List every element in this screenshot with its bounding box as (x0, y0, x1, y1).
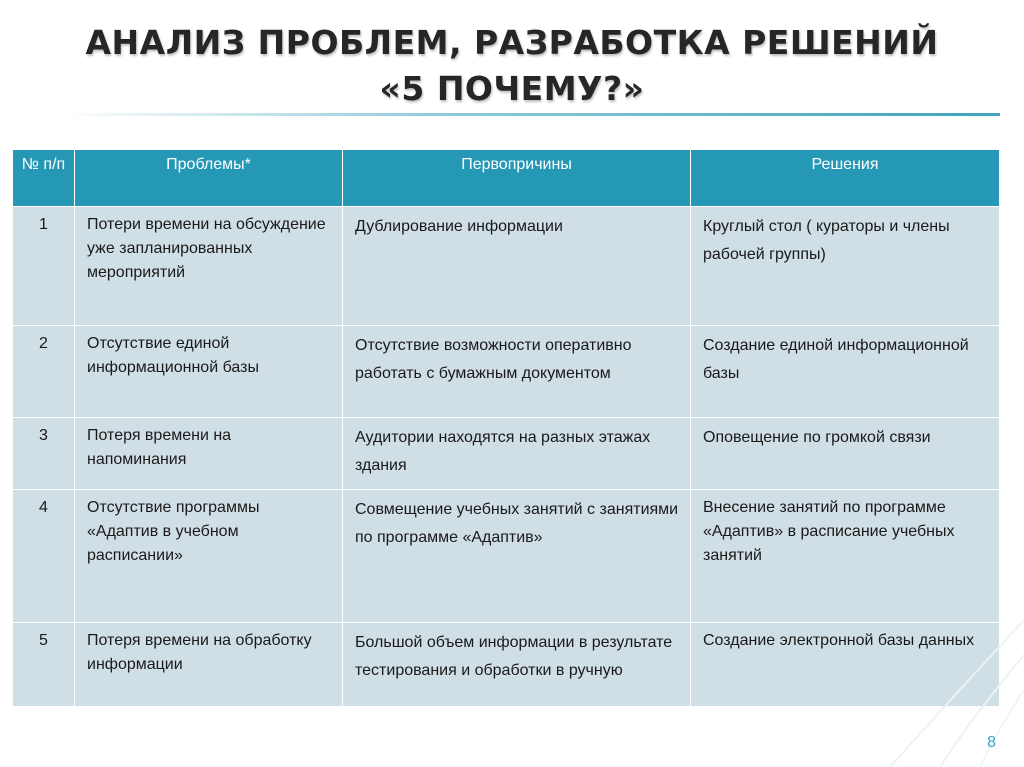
row-cause: Отсутствие возможности оперативно работать с бумажным документом (343, 326, 691, 418)
row-solution: Создание электронной базы данных (691, 623, 1000, 707)
row-solution: Внесение занятий по программе «Адаптив» в расписание учебных занятий (691, 490, 1000, 623)
slide-title-line-1: АНАЛИЗ ПРОБЛЕМ, РАЗРАБОТКА РЕШЕНИЙ (85, 23, 939, 62)
row-num: 5 (13, 623, 75, 707)
row-solution: Круглый стол ( кураторы и члены рабочей группы) (691, 207, 1000, 326)
table-row (13, 623, 1000, 707)
table-row (13, 490, 1000, 623)
row-num: 1 (13, 207, 75, 326)
row-problem: Отсутствие единой информационной базы (75, 326, 343, 418)
header-num: № п/п (13, 150, 75, 207)
row-cause: Совмещение учебных занятий с занятиями по программе «Адаптив» (343, 490, 691, 623)
slide-title (0, 20, 1024, 112)
row-problem: Потеря времени на напоминания (75, 418, 343, 490)
table-row (13, 418, 1000, 490)
header-causes: Первопричины (343, 150, 691, 207)
row-cause: Дублирование информации (343, 207, 691, 326)
row-num: 3 (13, 418, 75, 490)
row-problem: Потери времени на обсуждение уже запланированных мероприятий (75, 207, 343, 326)
row-num: 2 (13, 326, 75, 418)
title-divider (60, 113, 1000, 116)
row-solution: Оповещение по громкой связи (691, 418, 1000, 490)
table-header-row (13, 150, 1000, 207)
page-number: 8 (987, 734, 996, 751)
table-row (13, 207, 1000, 326)
row-cause: Большой объем информации в результате тестирования и обработки в ручную (343, 623, 691, 707)
row-cause: Аудитории находятся на разных этажах здания (343, 418, 691, 490)
header-problems: Проблемы* (75, 150, 343, 207)
header-solutions: Решения (691, 150, 1000, 207)
row-problem: Потеря времени на обработку информации (75, 623, 343, 707)
five-whys-table (12, 149, 1000, 707)
row-problem: Отсутствие программы «Адаптив в учебном расписании» (75, 490, 343, 623)
table-row (13, 326, 1000, 418)
slide-title-line-2: «5 ПОЧЕМУ?» (379, 69, 645, 108)
row-num: 4 (13, 490, 75, 623)
row-solution: Создание единой информационной базы (691, 326, 1000, 418)
